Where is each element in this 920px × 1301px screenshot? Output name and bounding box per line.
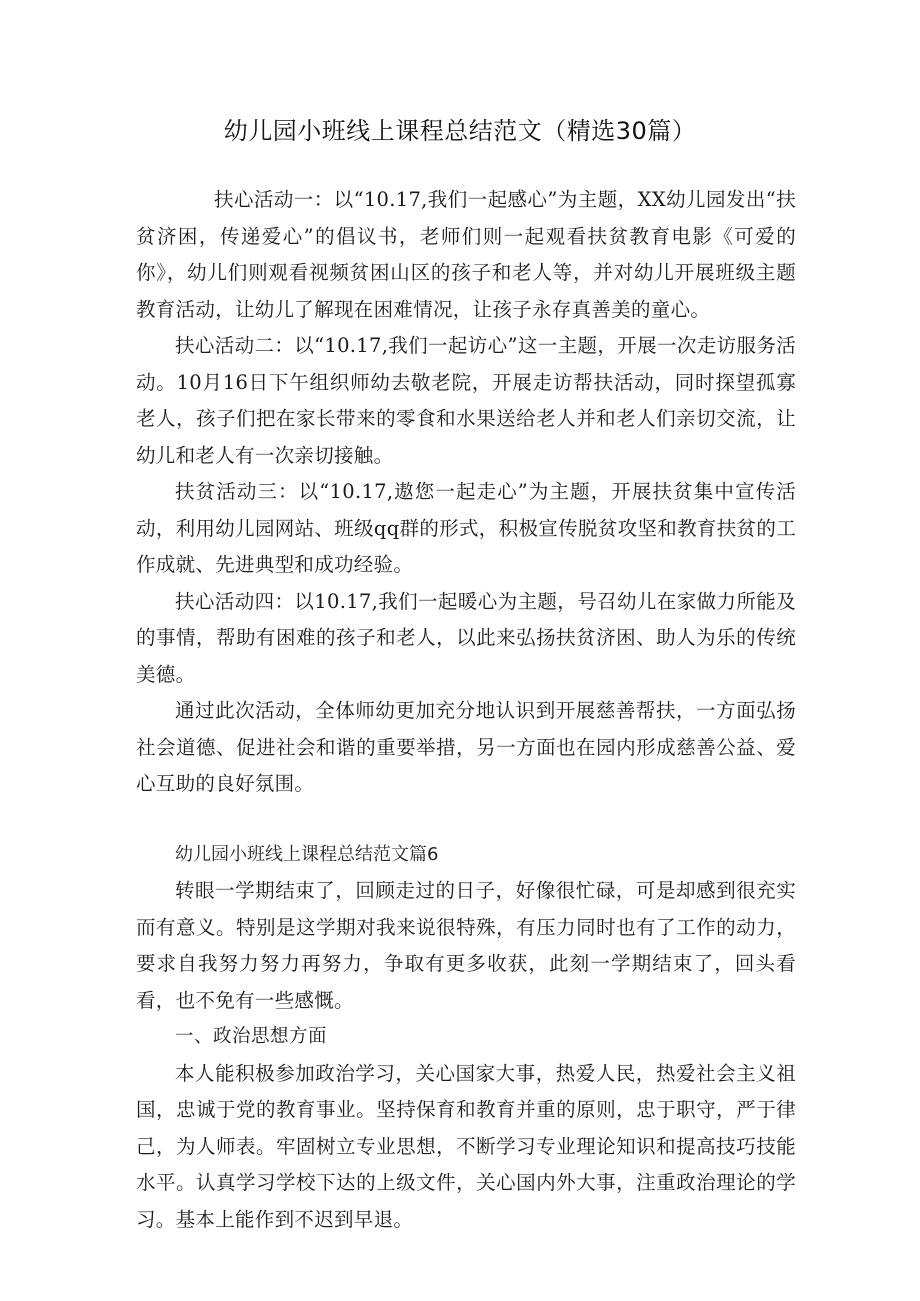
paragraph-section6-intro: 转眼一学期结束了，回顾走过的日子，好像很忙碌，可是却感到很充实而有意义。特别是这学期对我来说很特殊，有压力同时也有了工作的动力，要求自我努力努力再努力，争取有更多收获，此刻一学期结束了，回头看看，也不免有一些感慨。 bbox=[136, 879, 796, 1012]
paragraph-activity-4: 扶心活动四：以10.17,我们一起暖心为主题，号召幼儿在家做力所能及的事情，帮助有困难的孩子和老人，以此来弘扬扶贫济困、助人为乐的传统美德。 bbox=[136, 589, 796, 686]
paragraph-political-thought: 本人能积极参加政治学习，关心国家大事，热爱人民，热爱社会主义祖国，忠诚于党的教育事业。坚持保育和教育并重的原则，忠于职守，严于律己，为人师表。牢固树立专业思想，不断学习专业理论知识和提高技巧技能水平。认真学习学校下达的上级文件，关心国内外大事，注重政治理论的学习。基本上能作到不迟到早退。 bbox=[136, 1061, 796, 1231]
paragraph-activity-1: 扶心活动一：以“10.17,我们一起感心”为主题，XX幼儿园发出“扶贫济困，传递爱心”的倡议书，老师们则一起观看扶贫教育电影《可爱的你》，幼儿们则观看视频贫困山区的孩子和老人等，并对幼儿开展班级主题教育活动，让幼儿了解现在困难情况，让孩子永存真善美的童心。 bbox=[136, 188, 796, 321]
paragraph-activity-3: 扶贫活动三：以“10.17,遨您一起走心”为主题，开展扶贫集中宣传活动，利用幼儿园网站、班级qq群的形式，积极宣传脱贫攻坚和教育扶贫的工作成就、先进典型和成功经验。 bbox=[136, 480, 796, 576]
subheading-political-thought: 一、政治思想方面 bbox=[175, 1026, 328, 1047]
document-body bbox=[136, 182, 796, 1238]
section-heading-6: 幼儿园小班线上课程总结范文篇6 bbox=[175, 843, 439, 865]
document-title: 幼儿园小班线上课程总结范文（精选30篇） bbox=[223, 117, 697, 145]
paragraph-conclusion: 通过此次活动，全体师幼更加充分地认识到开展慈善帮扶，一方面弘扬社会道德、促进社会和谐的重要举措，另一方面也在园内形成慈善公益、爱心互助的良好氛围。 bbox=[136, 699, 796, 795]
paragraph-activity-2: 扶心活动二：以“10.17,我们一起访心”这一主题，开展一次走访服务活动。10月16日下午组织师幼去敬老院，开展走访帮扶活动，同时探望孤寡老人，孩子们把在家长带来的零食和水果送给老人并和老人们亲切交流，让幼儿和老人有一次亲切接触。 bbox=[136, 334, 796, 467]
